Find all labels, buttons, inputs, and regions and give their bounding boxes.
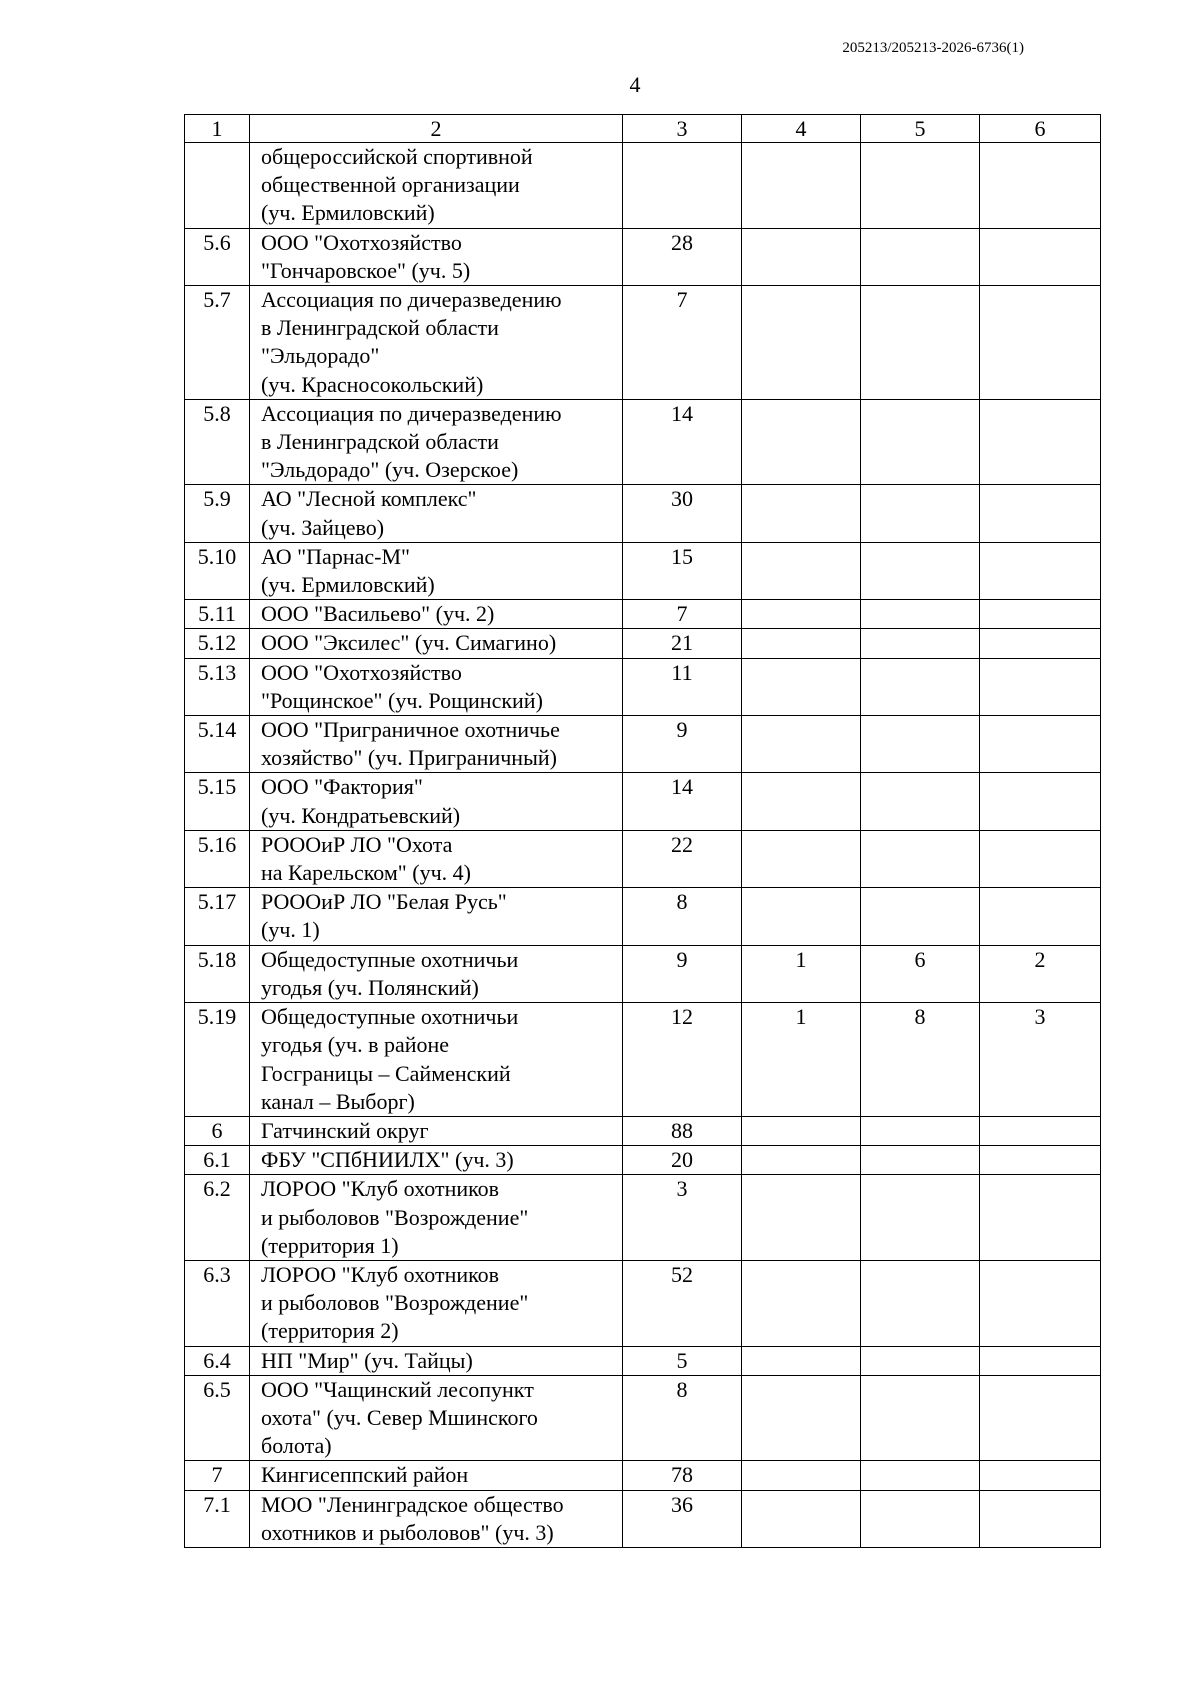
row-value-cell	[980, 830, 1101, 887]
row-number-cell: 5.15	[185, 773, 250, 830]
row-value-cell	[861, 1146, 980, 1175]
row-value-cell	[980, 716, 1101, 773]
row-value-cell	[861, 1375, 980, 1461]
row-value-cell	[980, 485, 1101, 542]
row-number-cell: 5.9	[185, 485, 250, 542]
row-value-cell: 21	[623, 629, 742, 658]
row-value-cell	[861, 143, 980, 229]
table-row	[185, 542, 1101, 599]
table-row	[185, 1375, 1101, 1461]
row-value-cell	[861, 1260, 980, 1346]
table-row	[185, 1346, 1101, 1375]
table-row	[185, 1003, 1101, 1117]
row-name-cell: МОО "Ленинградское общество охотников и рыболовов" (уч. 3)	[250, 1490, 623, 1547]
row-value-cell	[980, 1146, 1101, 1175]
row-value-cell	[861, 629, 980, 658]
row-value-cell	[861, 286, 980, 400]
row-value-cell	[980, 1461, 1101, 1490]
table-row	[185, 485, 1101, 542]
table-row	[185, 286, 1101, 400]
table-row	[185, 945, 1101, 1002]
row-value-cell: 1	[742, 1003, 861, 1117]
row-value-cell	[980, 629, 1101, 658]
row-value-cell	[861, 1175, 980, 1261]
row-value-cell	[980, 286, 1101, 400]
header-cell: 6	[980, 115, 1101, 143]
row-value-cell	[861, 1116, 980, 1145]
row-number-cell: 5.16	[185, 830, 250, 887]
row-value-cell	[742, 228, 861, 285]
row-value-cell	[980, 773, 1101, 830]
table-row	[185, 1490, 1101, 1547]
row-name-cell: Кингисеппский район	[250, 1461, 623, 1490]
row-value-cell	[980, 1116, 1101, 1145]
row-value-cell: 2	[980, 945, 1101, 1002]
table-row	[185, 658, 1101, 715]
row-value-cell	[861, 1346, 980, 1375]
row-value-cell: 28	[623, 228, 742, 285]
row-number-cell: 6.2	[185, 1175, 250, 1261]
row-value-cell	[742, 716, 861, 773]
table-row	[185, 1116, 1101, 1145]
row-name-cell: ООО "Охотхозяйство "Гончаровское" (уч. 5)	[250, 228, 623, 285]
row-number-cell	[185, 143, 250, 229]
row-name-cell: Ассоциация по дичеразведению в Ленинградской области "Эльдорадо" (уч. Озерское)	[250, 399, 623, 485]
table-row	[185, 399, 1101, 485]
row-name-cell: Общедоступные охотничьи угодья (уч. Полянский)	[250, 945, 623, 1002]
row-value-cell	[742, 629, 861, 658]
row-number-cell: 5.8	[185, 399, 250, 485]
row-number-cell: 6.4	[185, 1346, 250, 1375]
header-cell: 4	[742, 115, 861, 143]
data-table	[184, 114, 1101, 1548]
row-value-cell	[742, 830, 861, 887]
row-value-cell: 88	[623, 1116, 742, 1145]
row-value-cell	[742, 286, 861, 400]
row-value-cell	[861, 830, 980, 887]
row-value-cell	[742, 1461, 861, 1490]
row-name-cell: ООО "Эксилес" (уч. Симагино)	[250, 629, 623, 658]
row-value-cell	[861, 888, 980, 945]
row-value-cell	[861, 773, 980, 830]
row-name-cell: АО "Парнас-М" (уч. Ермиловский)	[250, 542, 623, 599]
row-value-cell: 8	[623, 888, 742, 945]
header-cell: 5	[861, 115, 980, 143]
row-number-cell: 5.12	[185, 629, 250, 658]
row-value-cell	[861, 658, 980, 715]
row-value-cell	[742, 1146, 861, 1175]
row-name-cell: ЛОРОО "Клуб охотников и рыболовов "Возрождение" (территория 2)	[250, 1260, 623, 1346]
row-number-cell: 6	[185, 1116, 250, 1145]
row-value-cell: 7	[623, 600, 742, 629]
row-value-cell	[980, 1260, 1101, 1346]
row-value-cell	[742, 143, 861, 229]
row-value-cell: 8	[623, 1375, 742, 1461]
row-name-cell: Ассоциация по дичеразведению в Ленинградской области "Эльдорадо" (уч. Красносокольский)	[250, 286, 623, 400]
row-value-cell: 1	[742, 945, 861, 1002]
row-value-cell	[980, 1346, 1101, 1375]
row-value-cell: 15	[623, 542, 742, 599]
row-value-cell	[980, 1375, 1101, 1461]
row-value-cell	[742, 542, 861, 599]
row-value-cell: 3	[980, 1003, 1101, 1117]
table-body	[185, 143, 1101, 1548]
row-number-cell: 5.10	[185, 542, 250, 599]
row-value-cell: 22	[623, 830, 742, 887]
row-value-cell	[861, 542, 980, 599]
table-row	[185, 143, 1101, 229]
row-number-cell: 6.3	[185, 1260, 250, 1346]
row-number-cell: 6.5	[185, 1375, 250, 1461]
row-number-cell: 7	[185, 1461, 250, 1490]
row-value-cell: 9	[623, 945, 742, 1002]
row-name-cell: ФБУ "СПбНИИЛХ" (уч. 3)	[250, 1146, 623, 1175]
row-value-cell	[861, 600, 980, 629]
row-value-cell	[861, 399, 980, 485]
row-value-cell: 20	[623, 1146, 742, 1175]
table-row	[185, 1461, 1101, 1490]
row-value-cell	[980, 399, 1101, 485]
row-name-cell: РОООиР ЛО "Охота на Карельском" (уч. 4)	[250, 830, 623, 887]
row-number-cell: 5.14	[185, 716, 250, 773]
row-value-cell	[742, 888, 861, 945]
row-number-cell: 5.13	[185, 658, 250, 715]
row-name-cell: ООО "Приграничное охотничье хозяйство" (уч. Приграничный)	[250, 716, 623, 773]
row-name-cell: ООО "Васильево" (уч. 2)	[250, 600, 623, 629]
header-cell: 1	[185, 115, 250, 143]
row-value-cell	[742, 485, 861, 542]
row-value-cell	[861, 1461, 980, 1490]
row-name-cell: АО "Лесной комплекс" (уч. Зайцево)	[250, 485, 623, 542]
row-number-cell: 5.7	[185, 286, 250, 400]
row-name-cell: ООО "Фактория" (уч. Кондратьевский)	[250, 773, 623, 830]
table-row	[185, 600, 1101, 629]
row-number-cell: 5.18	[185, 945, 250, 1002]
row-name-cell: ООО "Чащинский лесопункт охота" (уч. Север Мшинского болота)	[250, 1375, 623, 1461]
row-value-cell	[861, 485, 980, 542]
row-name-cell: Общедоступные охотничьи угодья (уч. в районе Госграницы – Сайменский канал – Выборг)	[250, 1003, 623, 1117]
row-value-cell: 8	[861, 1003, 980, 1117]
row-value-cell: 6	[861, 945, 980, 1002]
row-value-cell: 5	[623, 1346, 742, 1375]
row-value-cell	[742, 1116, 861, 1145]
row-number-cell: 7.1	[185, 1490, 250, 1547]
row-value-cell: 7	[623, 286, 742, 400]
row-value-cell	[861, 228, 980, 285]
row-number-cell: 6.1	[185, 1146, 250, 1175]
table-row	[185, 629, 1101, 658]
table-row	[185, 1175, 1101, 1261]
table-row	[185, 716, 1101, 773]
row-value-cell: 9	[623, 716, 742, 773]
table-row	[185, 1260, 1101, 1346]
row-value-cell	[742, 1490, 861, 1547]
row-value-cell	[742, 399, 861, 485]
row-value-cell	[623, 143, 742, 229]
header-cell: 2	[250, 115, 623, 143]
document-id: 205213/205213-2026-6736(1)	[842, 40, 1024, 56]
table-row	[185, 830, 1101, 887]
row-value-cell: 3	[623, 1175, 742, 1261]
row-value-cell: 52	[623, 1260, 742, 1346]
row-value-cell	[980, 1175, 1101, 1261]
row-value-cell: 30	[623, 485, 742, 542]
row-name-cell: Гатчинский округ	[250, 1116, 623, 1145]
row-value-cell: 11	[623, 658, 742, 715]
row-value-cell	[980, 658, 1101, 715]
row-number-cell: 5.6	[185, 228, 250, 285]
row-name-cell: РОООиР ЛО "Белая Русь" (уч. 1)	[250, 888, 623, 945]
row-value-cell	[861, 1490, 980, 1547]
row-value-cell	[980, 888, 1101, 945]
row-value-cell	[980, 542, 1101, 599]
row-value-cell	[742, 658, 861, 715]
row-value-cell: 12	[623, 1003, 742, 1117]
row-value-cell	[980, 228, 1101, 285]
row-value-cell	[742, 600, 861, 629]
header-cell: 3	[623, 115, 742, 143]
row-value-cell	[742, 1375, 861, 1461]
row-value-cell	[742, 1175, 861, 1261]
table-row	[185, 1146, 1101, 1175]
row-name-cell: ООО "Охотхозяйство "Рощинское" (уч. Рощинский)	[250, 658, 623, 715]
row-value-cell	[742, 773, 861, 830]
header-row	[185, 115, 1101, 143]
row-number-cell: 5.19	[185, 1003, 250, 1117]
row-value-cell: 14	[623, 773, 742, 830]
table-row	[185, 888, 1101, 945]
row-value-cell	[980, 143, 1101, 229]
row-value-cell	[742, 1346, 861, 1375]
row-value-cell	[861, 716, 980, 773]
table-row	[185, 228, 1101, 285]
row-name-cell: ЛОРОО "Клуб охотников и рыболовов "Возрождение" (территория 1)	[250, 1175, 623, 1261]
row-value-cell	[980, 600, 1101, 629]
row-value-cell: 36	[623, 1490, 742, 1547]
row-number-cell: 5.17	[185, 888, 250, 945]
page-number: 4	[629, 72, 641, 97]
row-number-cell: 5.11	[185, 600, 250, 629]
table-row	[185, 773, 1101, 830]
row-name-cell: НП "Мир" (уч. Тайцы)	[250, 1346, 623, 1375]
row-name-cell: общероссийской спортивной общественной организации (уч. Ермиловский)	[250, 143, 623, 229]
row-value-cell	[742, 1260, 861, 1346]
row-value-cell: 78	[623, 1461, 742, 1490]
row-value-cell: 14	[623, 399, 742, 485]
row-value-cell	[980, 1490, 1101, 1547]
